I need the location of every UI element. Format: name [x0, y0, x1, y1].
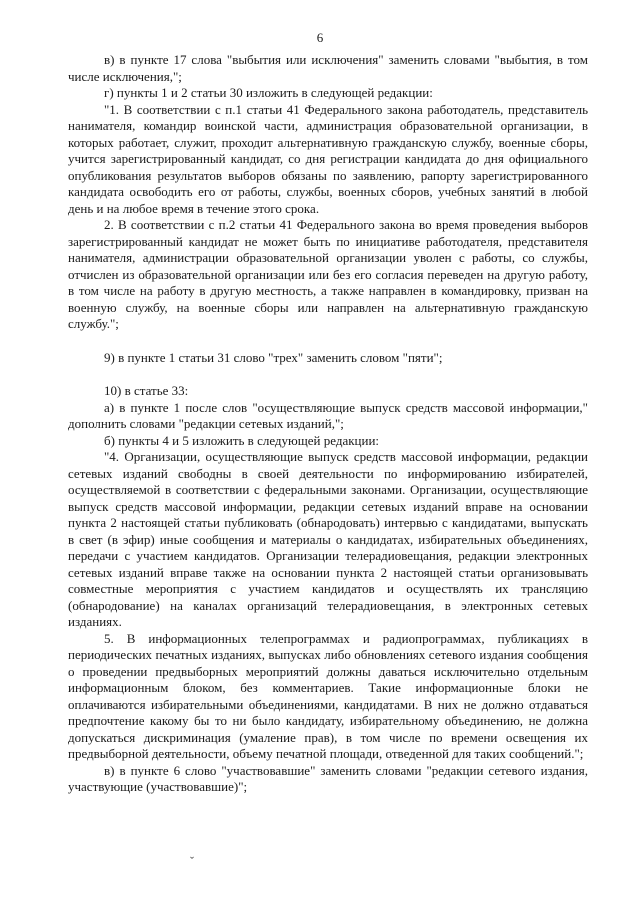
paragraph-gap [68, 366, 588, 383]
paragraph-article-33-point-5: 5. В информационных телепрограммах и радиопрограммах, публикациях в периодических печатных изданиях, выпусках либо обновлениях сетевого издания сообщения о проведении предвыборных мероприятий должны даваться исключительно отдельным информационным блоком, без комментариев. Такие информационные блоки не оплачиваются избирательными объединениями, кандидатами. В них не должно отдаваться предпочтение какому бы то ни было кандидату, избирательному объединению, не должна допускаться дискриминация (умаление прав), в том числе по времени освещения их предвыборной деятельности, объему печатной площади, отведенной для таких сообщений."; [68, 630, 588, 761]
paragraph-17-amendment: в) в пункте 17 слова "выбытия или исключения" заменить словами "выбытия, в том числе исключения,"; [68, 52, 588, 84]
paragraph-article-33-v: в) в пункте 6 слово "участвовавшие" заменить словами "редакции сетевого издания, участвующие (участвовавшие)"; [68, 762, 588, 794]
document-body [68, 52, 588, 796]
paragraph-article-33-point-4: "4. Организации, осуществляющие выпуск средств массовой информации, редакции сетевых изданий свободны в своей деятельности по информированию избирателей, осуществляемой в соответствии с федеральными законами. Организации, осуществляющие выпуск средств массовой информации, редакции сетевых изданий вправе на основании пункта 2 настоящей статьи публиковать (обнародовать) интервью с кандидатами, выпускать в свет (в эфир) иные сообщения и материалы о кандидатах, избирательных объединениях, передачи с участием кандидатов. Организации телерадиовещания, редакции электронных сетевых изданий вправе также на основании пункта 2 настоящей статьи организовывать совместные мероприятия с участием кандидатов и осуществлять их трансляцию (обнародование) на каналах организаций телерадиовещания, в электронных сетевых изданиях. [68, 449, 588, 629]
paragraph-gap [68, 333, 588, 350]
paragraph-article-33-heading: 10) в статье 33: [104, 383, 189, 398]
page-number: 6 [316, 30, 324, 45]
paragraph-article-30-intro: г) пункты 1 и 2 статьи 30 изложить в следующей редакции: [104, 85, 433, 100]
paragraph-article-30-point-2: 2. В соответствии с п.2 статьи 41 Федерального закона во время проведения выборов зарегистрированный кандидат не может быть по инициативе работодателя, представителя нанимателя, администрации образовательной организации уволен с работы, со службы, отчислен из образовательной организации или без его согласия переведен на другую работу, в том числе на работу в другую местность, а также направлен в командировку, призван на военную службу, на военные сборы или направлен на альтернативную гражданскую службу."; [68, 217, 588, 331]
paragraph-article-30-point-1: "1. В соответствии с п.1 статьи 41 Федерального закона работодатель, представитель нанимателя, командир воинской части, администрация образовательной организации, в которых работает, служит, проходит альтернативную гражданскую службу, военные сборы, учится зарегистрированный кандидат, со дня регистрации кандидата до дня официального опубликования результатов выборов обязаны по заявлению, рапорту зарегистрированного кандидата освободить его от работы, службы, военных сборов, учебных занятий в любой день и на любое время в течение этого срока. [68, 101, 588, 216]
paragraph-article-31: 9) в пункте 1 статьи 31 слово "трех" заменить словом "пяти"; [104, 349, 443, 365]
scan-mark: ˇ [190, 854, 194, 868]
paragraph-article-33-a: а) в пункте 1 после слов "осуществляющие выпуск средств массовой информации," дополнить словами "редакции сетевых изданий,"; [68, 399, 588, 431]
paragraph-article-33-b: б) пункты 4 и 5 изложить в следующей редакции: [104, 432, 380, 448]
